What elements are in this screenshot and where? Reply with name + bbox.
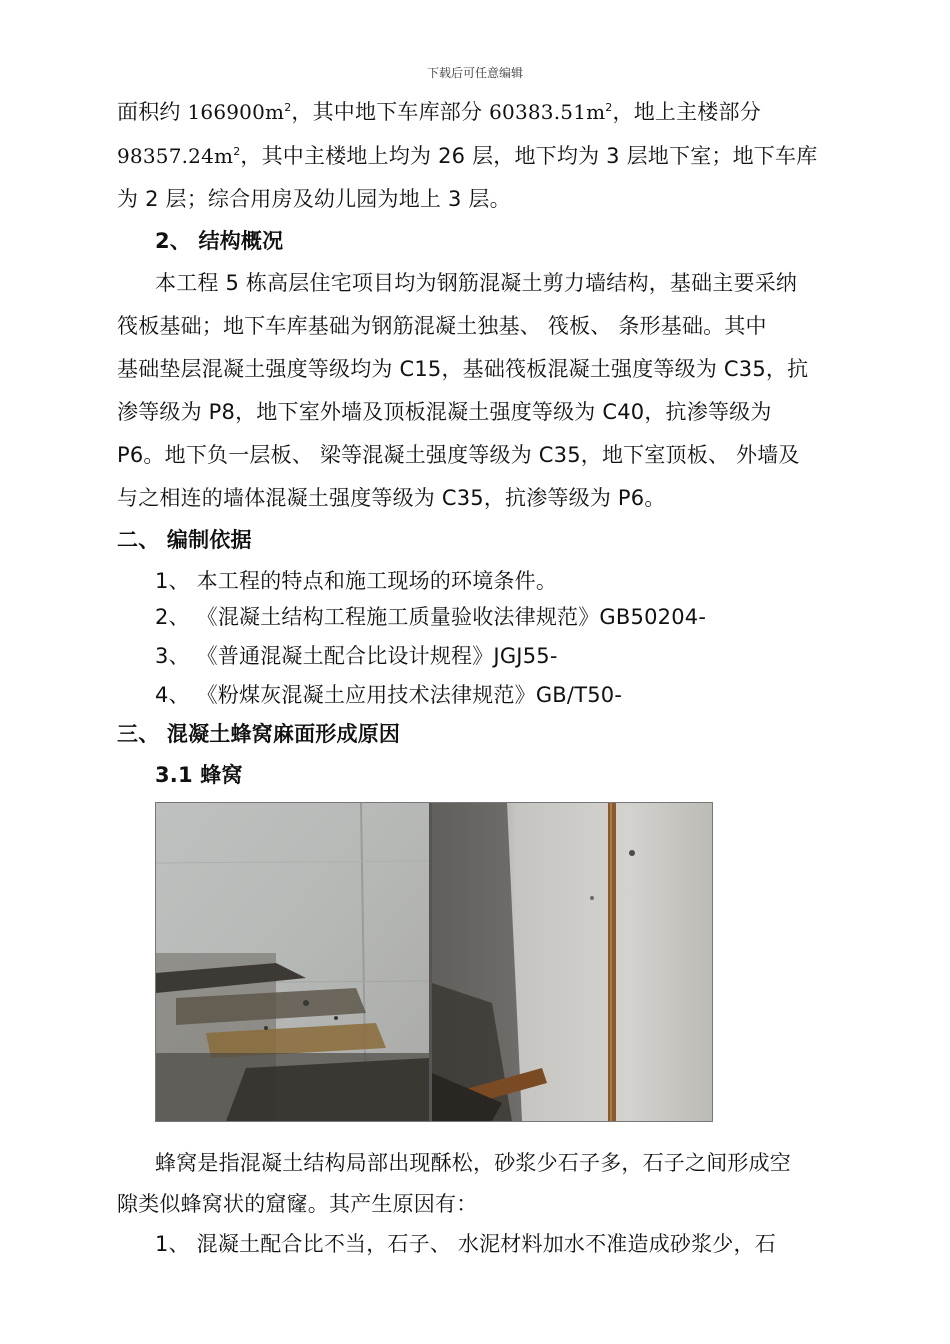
text-run: ，地上主楼部分 (612, 100, 761, 124)
paragraph-line: 基础垫层混凝土强度等级均为 C15，基础筏板混凝土强度等级为 C35，抗 (117, 357, 809, 381)
section-heading: 三、 混凝土蜂窝麻面形成原因 (117, 722, 401, 746)
text-run: ，其中地下车库部分 (291, 100, 490, 124)
area-main: 98357.24m (117, 144, 234, 168)
text-run: ，其中主楼地上均为 26 层，地下均为 3 层地下室；地下车库 (240, 144, 818, 168)
concrete-column-image (432, 803, 712, 1121)
paragraph-line: P6。地下负一层板、 梁等混凝土强度等级为 C35，地下室顶板、 外墙及 (117, 443, 800, 467)
subsection-heading: 3.1 蜂窝 (155, 763, 243, 787)
paragraph-line: 隙类似蜂窝状的窟窿。其产生原因有： (117, 1192, 478, 1216)
list-item: 1、 混凝土配合比不当，石子、 水泥材料加水不准造成砂浆少，石 (155, 1232, 776, 1256)
paragraph-line: 筏板基础；地下车库基础为钢筋混凝土独基、 筏板、 条形基础。其中 (117, 314, 767, 338)
paragraph-line (117, 142, 817, 170)
area-total: 166900m (187, 100, 285, 124)
paragraph-line: 本工程 5 栋高层住宅项目均为钢筋混凝土剪力墙结构，基础主要采纳 (155, 271, 798, 295)
list-item (155, 603, 706, 632)
text-run: 面积约 (117, 100, 188, 124)
paragraph-line: 渗等级为 P8，地下室外墙及顶板混凝土强度等级为 C40，抗渗等级为 (117, 400, 772, 424)
paragraph-line: 为 2 层；综合用房及幼儿园为地上 3 层。 (117, 187, 511, 211)
page-header: 下载后可任意编辑 (426, 66, 523, 80)
superscript: 2 (233, 145, 241, 158)
list-item: 3、 《普通混凝土配合比设计规程》JGJ55- (155, 644, 558, 668)
section-heading: 二、 编制依据 (117, 528, 252, 552)
list-item: 4、 《粉煤灰混凝土应用技术法律规范》GB/T50- (155, 683, 623, 707)
area-garage: 60383.51m (489, 100, 606, 124)
concrete-wall-photo-right (432, 803, 712, 1121)
paragraph-line (117, 98, 761, 126)
list-item-text: 2、 《混凝土结构工程施工质量验收法律规范》GB50204- (155, 605, 707, 629)
subsection-heading: 2、 结构概况 (155, 229, 284, 253)
concrete-wall-image (156, 803, 429, 1121)
concrete-wall-photo-left (156, 803, 429, 1121)
list-item: 1、 本工程的特点和施工现场的环境条件。 (155, 569, 558, 593)
superscript: 2 (605, 101, 613, 114)
photo-figure (155, 802, 713, 1122)
superscript: 2 (284, 101, 292, 114)
paragraph-line: 与之相连的墙体混凝土强度等级为 C35，抗渗等级为 P6。 (117, 486, 666, 510)
paragraph-line: 蜂窝是指混凝土结构局部出现酥松，砂浆少石子多，石子之间形成空 (155, 1151, 791, 1175)
